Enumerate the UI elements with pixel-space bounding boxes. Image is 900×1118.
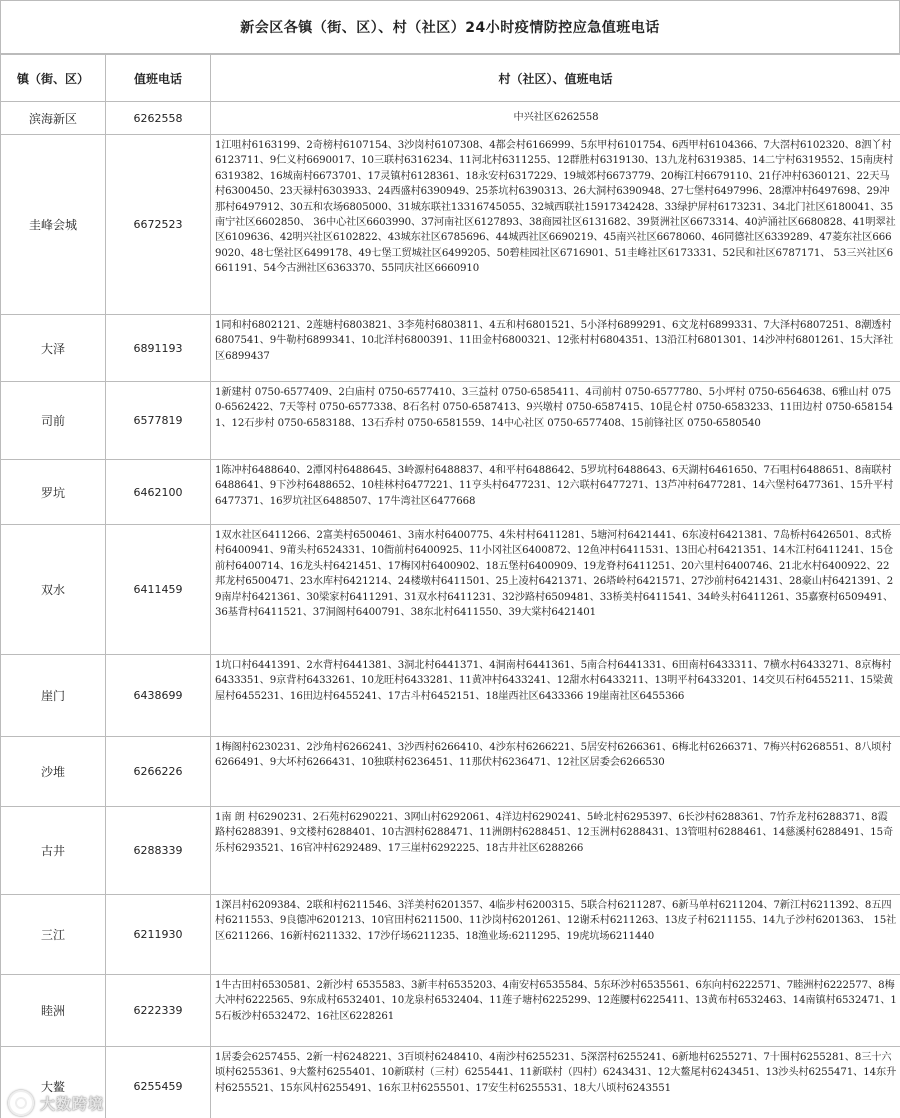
town-phone: 6411459 bbox=[106, 525, 211, 655]
town-phone: 6262558 bbox=[106, 102, 211, 135]
table-row bbox=[1, 102, 900, 135]
town-name: 罗坑 bbox=[1, 460, 106, 525]
town-phone: 6222339 bbox=[106, 975, 211, 1047]
town-name: 双水 bbox=[1, 525, 106, 655]
village-list: 中兴社区6262558 bbox=[211, 102, 900, 135]
page-title: 新会区各镇（街、区）、村（社区）24小时疫情防控应急值班电话 bbox=[0, 0, 900, 54]
town-name: 三江 bbox=[1, 895, 106, 975]
village-list: 1江咀村6163199、2奇榜村6107154、3沙岗村6107308、4都会村6166999、5东甲村6101754、6西甲村6104366、7大滘村6102320、8泗丫村6123711、9仁义村6690017、10三联村6316234、11河北村6311255、12群胜村6319130、13九龙村6319385、14二宁村6319552、15南庚村6319382、16城南村6673701、17灵镇村6128361、18永安村6317229、19城郊村6673779、20梅江村6679110、21仔冲村6360121、22天马村6300450、23天禄村6303933、24西盛村6390949、25茶坑村6390313、26大洞村6390948、27七堡村6497996、28潭冲村6497698、29冲那村6497912、30五和农场6805000、31城东联社13316745055、32城西联社15917342428、33绿护屏村6173231、34北门社区6180041、35南宁社区6602850、 36中心社区6603990、37河南社区6127893、38商园社区6131682、39贤洲社区6673314、40泸涌社区6680828、41明翠社区6109636、42明兴社区6102822、43城东社区6785696、44城西社区6690219、45南兴社区6678060、46同德社区6339289、47菱东社区6669020、48七堡社区6499178、49七堡工贸城社区6499205、50碧桂园社区6716901、51圭峰社区6173331、52民和社区6787171、 53三兴社区6661191、54今古洲社区6363370、55同庆社区6660910 bbox=[211, 135, 900, 315]
table-row bbox=[1, 895, 900, 975]
header-phone: 值班电话 bbox=[106, 55, 211, 102]
town-name: 古井 bbox=[1, 807, 106, 895]
town-phone: 6255459 bbox=[106, 1047, 211, 1118]
table-row bbox=[1, 525, 900, 655]
town-phone: 6462100 bbox=[106, 460, 211, 525]
table-row bbox=[1, 655, 900, 737]
town-name: 司前 bbox=[1, 382, 106, 460]
watermark bbox=[8, 1090, 104, 1116]
village-list: 1新建村 0750-6577409、2白庙村 0750-6577410、3三益村 0750-6585411、4司前村 0750-6577780、5小坪村 0750-6564638、6雅山村 0750-6562422、7天等村 0750-6577338、8石名村 0750-6587413、9兴墩村 0750-6587415、10昆仑村 0750-6583233、11田边村 0750-6581541、12石步村 0750-6583188、13石乔村 0750-6581559、14中心社区 0750-6577408、15前锋社区 0750-6580540 bbox=[211, 382, 900, 460]
hotline-table bbox=[0, 54, 900, 1118]
town-phone: 6891193 bbox=[106, 315, 211, 382]
watermark-logo-icon bbox=[8, 1090, 34, 1116]
village-list: 1梅阁村6230231、2沙角村6266241、3沙西村6266410、4沙东村6266221、5居安村6266361、6梅北村6266371、7梅兴村6268551、8八顷村6266491、9大坏村6266431、10独联村6236451、11那伏村6236471、12社区居委会6266530 bbox=[211, 737, 900, 807]
header-town: 镇（街、区） bbox=[1, 55, 106, 102]
town-name: 崖门 bbox=[1, 655, 106, 737]
town-phone: 6288339 bbox=[106, 807, 211, 895]
header-villages: 村（社区）、值班电话 bbox=[211, 55, 900, 102]
village-list: 1牛古田村6530581、2新沙村 6535583、3新丰村6535203、4南安村6535584、5东环沙村6535561、6东向村6222571、7睦洲村6222577、8梅大冲村6222565、9东成村6532401、10龙泉村6532404、11莲子塘村6225299、12莲腰村6225411、13黄布村6532463、14南镇村6532471、15石板沙村6532472、16社区6228261 bbox=[211, 975, 900, 1047]
town-phone: 6266226 bbox=[106, 737, 211, 807]
town-phone: 6672523 bbox=[106, 135, 211, 315]
table-row bbox=[1, 382, 900, 460]
town-name: 滨海新区 bbox=[1, 102, 106, 135]
town-name: 大鳌 bbox=[1, 1047, 106, 1118]
table-row bbox=[1, 975, 900, 1047]
village-list: 1深吕村6209384、2联和村6211546、3洋美村6201357、4临步村6200315、5联合村6211287、6新马单村6211204、7新江村6211392、8五四村6211553、9良德冲6201213、10官田村6211500、11沙岗村6201261、12谢禾村6211263、13皮子村6211155、14九子沙村6201363、 15社区6211266、16新村6211332、17沙仔场6211235、18渔业场:6211295、19虎坑场6211440 bbox=[211, 895, 900, 975]
village-list: 1同和村6802121、2莲塘村6803821、3李苑村6803811、4五和村6801521、5小泽村6899291、6文龙村6899331、7大泽村6807251、8潮透村6807541、9牛勒村6899341、10北洋村6800391、11田金村6800321、12张村村6804351、13沿江村6801301、14沙冲村6801261、15大泽社区6899437 bbox=[211, 315, 900, 382]
village-list: 1陈冲村6488640、2潭冈村6488645、3岭源村6488837、4和平村6488642、5罗坑村6488643、6天湖村6461650、7石咀村6488651、8南联村6488641、9下沙村6488652、10桂林村6477221、11亨头村6477231、12六联村6477271、13芦冲村6477281、14六堡村6477361、15升平村6477371、16罗坑社区6488507、17牛湾社区6477668 bbox=[211, 460, 900, 525]
table-row bbox=[1, 737, 900, 807]
table-row bbox=[1, 315, 900, 382]
town-name: 沙堆 bbox=[1, 737, 106, 807]
table-row bbox=[1, 135, 900, 315]
village-list: 1坑口村6441391、2水背村6441381、3洞北村6441371、4洞南村6441361、5南合村6441331、6田南村6433311、7横水村6433271、8京梅村6433351、9京背村6433261、10龙旺村6433281、11黄冲村6433241、12甜水村6433211、13明平村6433201、14交贝石村6455211、15梁黄屋村6455231、16田边村6455241、17古斗村6452151、18崖西社区6433366 19崖南社区6455366 bbox=[211, 655, 900, 737]
town-phone: 6211930 bbox=[106, 895, 211, 975]
town-phone: 6438699 bbox=[106, 655, 211, 737]
table-row bbox=[1, 460, 900, 525]
village-list: 1双水社区6411266、2富美村6500461、3南水村6400775、4朱村村6411281、5塘河村6421441、6东凌村6421381、7岛桥村6426501、8式桥村6400941、9莆头村6524331、10衙前村6400925、11小冈社区6400872、12鱼冲村6411531、13田心村6421351、14木江村6411241、15仓前村6400714、16龙头村6421451、17梅冈村6400902、18五堡村6400909、19龙脊村6411251、20六里村6400746、21北水村6400922、22邦龙村6500471、23水库村6421214、24楼墩村6411501、25上凌村6421371、26塔岭村6421571、27沙前村6421431、28豪山村6421391、29南岸村6421361、30梁家村6411291、31双水村6411231、32沙路村6509481、33桥美村6411541、34岭头村6411261、35嘉寮村6509491、36基背村6411521、37洞阁村6400791、38东北村6411550、39大棠村6421401 bbox=[211, 525, 900, 655]
village-list: 1南 朗 村6290231、2石苑村6290221、3网山村6292061、4洋边村6290241、5岭北村6295397、6长沙村6288361、7竹乔龙村6288371、8霞路村6288391、9文楼村6288401、10古泗村6288471、11洲朗村6288451、12玉洲村6288431、13管咀村6288461、14慈溪村6288491、15奇乐村6293521、16官冲村6292489、17三崖村6292225、18古井社区6288266 bbox=[211, 807, 900, 895]
village-list: 1居委会6257455、2新一村6248221、3百顷村6248410、4南沙村6255231、5深滘村6255241、6新地村6255271、7十围村6255281、8三十六顷村6255361、9大鳌村6255401、10新联村（三村）6255441、11新联村（四村）6243431、12大鳌尾村6243451、13沙头村6255471、14东升村6255521、15东风村6255491、16东卫村6255501、17安生村6255531、18大八顷村6243551 bbox=[211, 1047, 900, 1118]
table-row bbox=[1, 1047, 900, 1118]
town-name: 圭峰会城 bbox=[1, 135, 106, 315]
watermark-text: 大数跨境 bbox=[40, 1094, 105, 1113]
town-name: 大泽 bbox=[1, 315, 106, 382]
town-name: 睦洲 bbox=[1, 975, 106, 1047]
table-row bbox=[1, 807, 900, 895]
town-phone: 6577819 bbox=[106, 382, 211, 460]
header-row bbox=[1, 55, 900, 102]
